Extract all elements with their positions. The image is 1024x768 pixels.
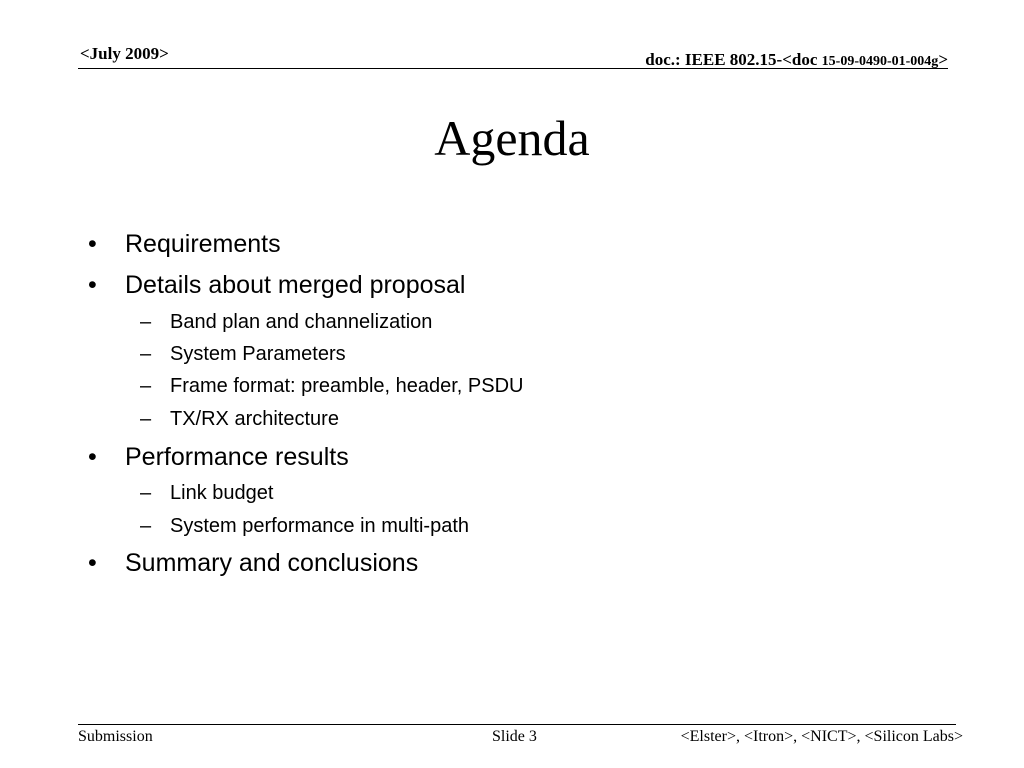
agenda-subitem-label: Link budget: [170, 482, 274, 504]
bullet-marker: •: [88, 549, 97, 577]
footer-slide-number: Slide 3: [492, 728, 537, 745]
doc-number: 15-09-0490-01-004g: [821, 54, 939, 69]
dash-marker: –: [140, 375, 152, 397]
agenda-item-label: Performance results: [125, 443, 349, 471]
dash-marker: –: [140, 515, 152, 537]
agenda-item-label: Details about merged proposal: [125, 271, 466, 299]
bullet-marker: •: [88, 443, 97, 471]
doc-prefix: doc.: IEEE 802.15-<doc: [645, 50, 818, 69]
bullet-marker: •: [88, 230, 97, 258]
footer-right: <Elster>, <Itron>, <NICT>, <Silicon Labs>: [680, 728, 963, 745]
doc-suffix: >: [938, 50, 948, 69]
dash-marker: –: [140, 408, 152, 430]
agenda-item-label: Requirements: [125, 230, 281, 258]
footer-divider: [78, 724, 956, 725]
dash-marker: –: [140, 343, 152, 365]
agenda-subitem-label: System Parameters: [170, 343, 346, 365]
agenda-subitem-label: System performance in multi-path: [170, 515, 470, 537]
agenda-subitem-label: TX/RX architecture: [170, 408, 339, 430]
bullet-marker: •: [88, 271, 97, 299]
dash-marker: –: [140, 482, 152, 504]
slide-title: Agenda: [434, 110, 590, 166]
agenda-subitem-label: Band plan and channelization: [170, 311, 433, 333]
agenda-subitem-label: Frame format: preamble, header, PSDU: [170, 375, 524, 397]
footer-left: Submission: [78, 728, 153, 745]
agenda-item-label: Summary and conclusions: [125, 549, 419, 577]
header-date: <July 2009>: [80, 44, 169, 63]
dash-marker: –: [140, 311, 152, 333]
